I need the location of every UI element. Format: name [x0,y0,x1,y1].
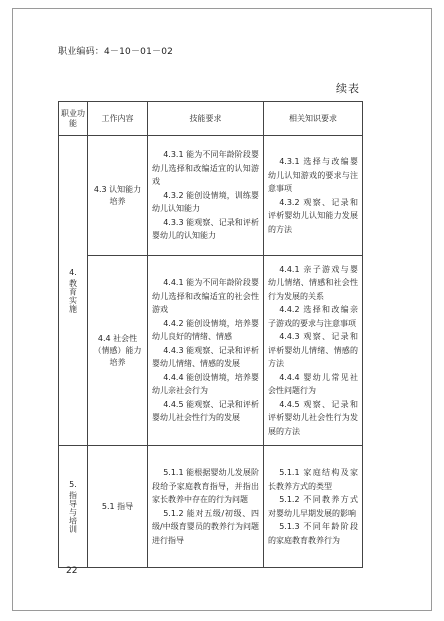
skill-item: 4.3.2 能创设情境，训练婴幼儿认知能力 [152,190,259,214]
header-skills: 技能要求 [148,102,264,136]
page-number: 22 [66,566,78,576]
skill-item: 4.4.1 能为不同年龄阶段婴幼儿选择和改编适宜的社会性游戏 [152,278,259,315]
knowledge-cell [264,136,363,256]
table-header-row [59,102,363,136]
knowledge-cell [264,256,363,446]
knowledge-item: 4.4.2 选择和改编亲子游戏的要求与注意事项 [268,305,358,328]
skill-item: 4.4.2 能创设情境，培养婴幼儿良好的情绪、情感 [152,318,259,342]
skill-item: 4.4.4 能创设情境，培养婴幼儿亲社会行为 [152,372,259,396]
knowledge-item: 4.4.4 婴幼儿常见社会性问题行为 [268,372,358,396]
table-row [59,136,363,256]
occupation-code: 职业编码：4－10－01－02 [58,47,174,57]
header-knowledge: 相关知识要求 [264,102,363,136]
table-row [59,256,363,446]
knowledge-cell [264,446,363,568]
skill-item: 4.3.3 能观察、记录和评析婴幼儿的认知能力 [152,217,259,241]
skill-item: 4.3.1 能为不同年龄阶段婴幼儿选择和改编适宜的认知游戏 [152,150,259,187]
function-number: 5. [69,479,77,489]
skills-table [58,101,363,568]
knowledge-item: 5.1.3 不同年龄阶段的家庭教育教养行为 [268,522,358,545]
knowledge-item: 4.4.1 亲子游戏与婴幼儿情绪、情感和社会性行为发展的关系 [268,264,358,301]
header-work-content: 工作内容 [88,102,148,136]
continued-label: 续表 [336,82,360,95]
knowledge-item: 4.4.5 观察、记录和评析婴幼儿社会性行为发展的方法 [268,399,358,436]
header-function: 职业功能 [59,102,88,136]
skill-item: 4.4.3 能观察、记录和评析婴幼儿情绪、情感的发展 [152,345,259,369]
function-label: 指导与培训 [68,490,78,534]
skills-cell [148,446,264,568]
function-number: 4. [69,268,77,277]
work-content-cell: 5.1 指导 [88,446,148,568]
knowledge-item: 4.4.3 观察、记录和评析婴幼儿情绪、情感的方法 [268,332,358,369]
knowledge-item: 5.1.1 家庭结构及家长教养方式的类型 [268,468,358,491]
skills-cell [148,256,264,446]
work-content-cell: 4.4 社会性（情感）能力培养 [88,256,148,446]
skills-cell [148,136,264,256]
skill-item: 5.1.2 能对五级/初级、四级/中级育婴员的教养行为问题进行指导 [152,508,259,545]
skill-item: 4.4.5 能观察、记录和评析婴幼儿社会性行为的发展 [152,399,259,423]
function-cell [59,136,88,446]
work-content-cell: 4.3 认知能力培养 [88,136,148,256]
skill-item: 5.1.1 能根据婴幼儿发展阶段给予家庭教育指导，并指出家长教养中存在的行为问题 [152,468,259,504]
knowledge-item: 4.3.2 观察、记录和评析婴幼儿认知能力发展的方法 [268,197,358,234]
function-label: 教育实施 [68,279,78,313]
knowledge-item: 4.3.1 选择与改编婴幼儿认知游戏的要求与注意事项 [268,157,358,193]
table-row [59,446,363,568]
knowledge-item: 5.1.2 不同教养方式对婴幼儿早期发展的影响 [268,495,358,518]
function-cell [59,446,88,568]
